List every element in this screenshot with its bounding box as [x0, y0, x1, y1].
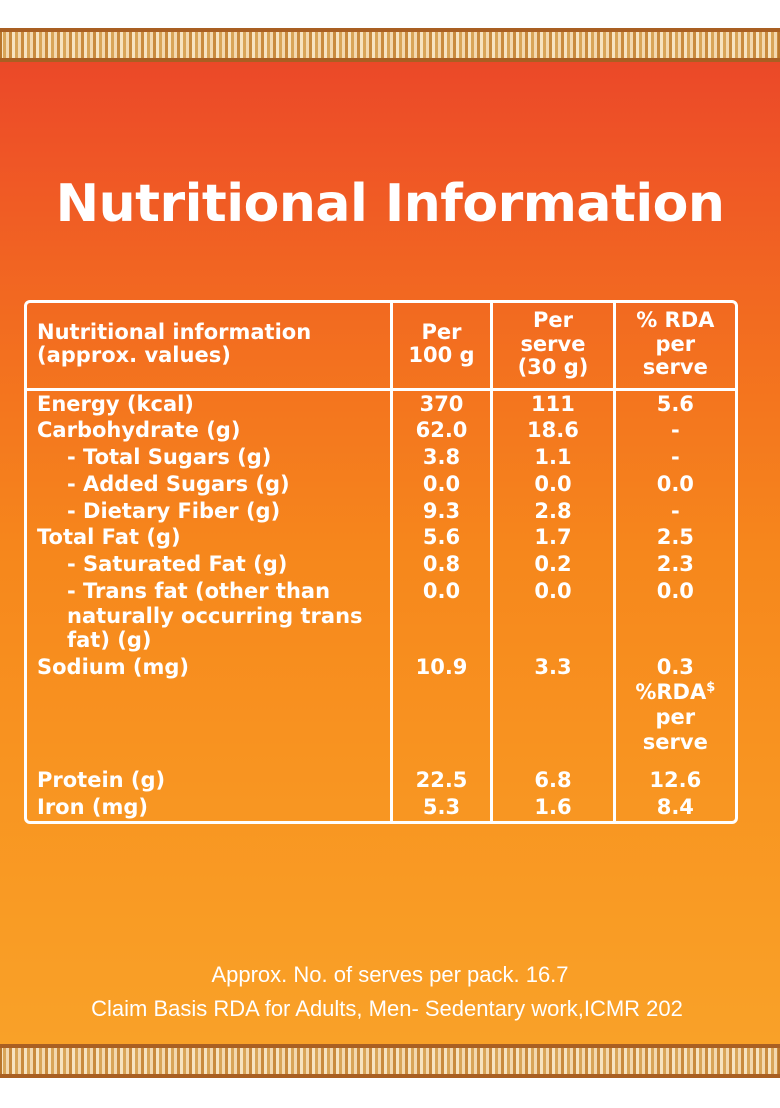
row-rda: 2.5	[614, 524, 735, 551]
table-row	[27, 389, 735, 417]
header-cell-rda	[614, 303, 735, 389]
panel-content	[0, 62, 780, 1046]
header-rda-line1: % RDA	[636, 308, 715, 332]
row-per100: 62.0	[391, 417, 492, 444]
row-perserve: 1.7	[492, 524, 614, 551]
row-per100: 0.8	[391, 551, 492, 578]
row-perserve: 3.3	[492, 654, 614, 755]
nutrition-table	[24, 300, 738, 824]
table-row	[27, 444, 735, 471]
row-per100: 370	[391, 389, 492, 417]
header-cell-per100	[391, 303, 492, 389]
table-row	[27, 524, 735, 551]
row-per100: 5.3	[391, 794, 492, 821]
header-perserve-line1: Per serve	[520, 308, 586, 356]
row-per100: 9.3	[391, 498, 492, 525]
row-perserve: 18.6	[492, 417, 614, 444]
row-rda: 0.0	[614, 471, 735, 498]
row-per100: 3.8	[391, 444, 492, 471]
spacer-label	[27, 755, 391, 767]
table-row	[27, 794, 735, 821]
header-cell-perserve	[492, 303, 614, 389]
table-header	[27, 303, 735, 389]
row-perserve: 1.1	[492, 444, 614, 471]
row-per100: 0.0	[391, 578, 492, 654]
row-rda: -	[614, 444, 735, 471]
row-perserve: 6.8	[492, 767, 614, 794]
row-rda: 8.4	[614, 794, 735, 821]
row-rda	[614, 654, 735, 755]
row-label: - Saturated Fat (g)	[67, 552, 288, 577]
spacer-perserve	[492, 755, 614, 767]
row-rda: 0.0	[614, 578, 735, 654]
header-perserve-line2: (30 g)	[517, 355, 589, 380]
top-white-edge	[0, 0, 780, 28]
row-perserve: 0.0	[492, 471, 614, 498]
spacer-rda	[614, 755, 735, 767]
row-rda: 5.6	[614, 389, 735, 417]
table-row	[27, 471, 735, 498]
header-rda-line2: per serve	[642, 331, 708, 380]
row-label: - Added Sugars (g)	[67, 471, 290, 496]
row-perserve: 2.8	[492, 498, 614, 525]
top-weave-border	[0, 28, 780, 62]
footnotes	[0, 962, 780, 1022]
claim-basis-note: Claim Basis RDA for Adults, Men- Sedentary work,ICMR 202	[91, 996, 683, 1021]
row-label: Iron (mg)	[37, 795, 148, 820]
row-rda: -	[614, 417, 735, 444]
header-cell-label	[27, 303, 391, 389]
row-per100: 5.6	[391, 524, 492, 551]
table-body	[27, 389, 735, 821]
header-per100-line1: Per	[421, 319, 462, 344]
nutrition-table-grid	[27, 303, 735, 821]
row-label: Protein (g)	[37, 768, 166, 793]
row-per100: 22.5	[391, 767, 492, 794]
row-label: - Total Sugars (g)	[67, 445, 272, 470]
header-per100-line2: 100 g	[408, 343, 475, 368]
table-row-sodium	[27, 654, 735, 755]
table-spacer-row	[27, 755, 735, 767]
row-perserve: 0.0	[492, 578, 614, 654]
bottom-white-edge	[0, 1078, 780, 1108]
row-label: Total Fat (g)	[37, 525, 181, 550]
table-row	[27, 417, 735, 444]
row-rda: 12.6	[614, 767, 735, 794]
rda-note-superscript: $	[706, 679, 716, 695]
table-header-row	[27, 303, 735, 389]
row-perserve: 1.6	[492, 794, 614, 821]
rda-note-line1	[620, 680, 731, 705]
table-row	[27, 498, 735, 525]
table-row	[27, 767, 735, 794]
row-label: - Dietary Fiber (g)	[67, 498, 281, 523]
header-label-line2: (approx. values)	[37, 343, 231, 368]
bottom-weave-border	[0, 1044, 780, 1078]
row-label: Energy (kcal)	[37, 391, 194, 416]
serves-per-pack-note: Approx. No. of serves per pack. 16.7	[211, 962, 569, 987]
sodium-rda-value: 0.3	[656, 655, 694, 680]
row-perserve: 111	[492, 389, 614, 417]
rda-note-line2: per serve	[642, 704, 708, 754]
row-label: Carbohydrate (g)	[37, 418, 241, 443]
header-label-line1: Nutritional information	[37, 319, 312, 344]
row-label: - Trans fat (other than naturally occurring trans fat) (g)	[67, 578, 363, 653]
table-row	[27, 551, 735, 578]
row-perserve: 0.2	[492, 551, 614, 578]
row-rda: 2.3	[614, 551, 735, 578]
table-row	[27, 578, 735, 654]
row-rda: -	[614, 498, 735, 525]
rda-note-text: %RDA	[635, 679, 707, 704]
page-title: Nutritional Information	[55, 174, 725, 234]
row-label: Sodium (mg)	[37, 655, 190, 680]
spacer-per100	[391, 755, 492, 767]
row-per100: 10.9	[391, 654, 492, 755]
row-per100: 0.0	[391, 471, 492, 498]
